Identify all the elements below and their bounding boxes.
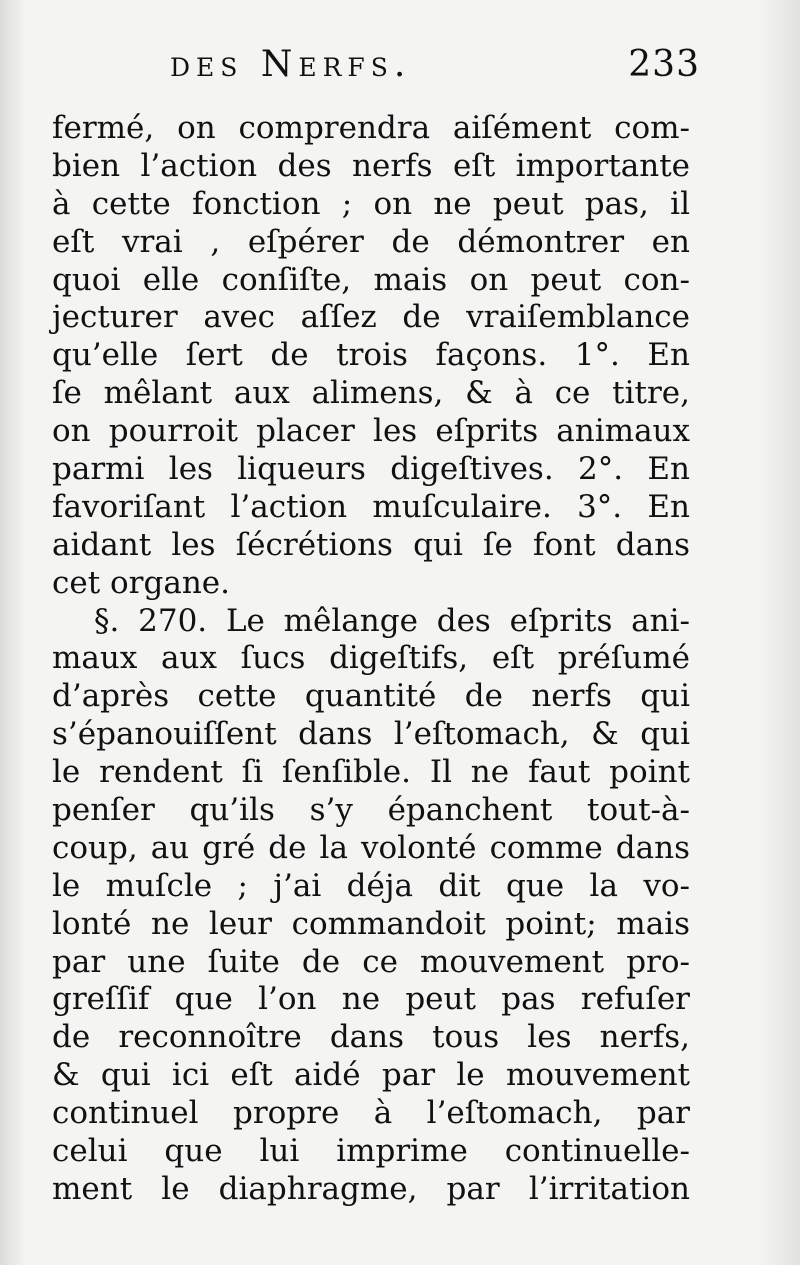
text-line: continuel propre à l’eſtomach, par (52, 1095, 690, 1132)
text-line: penſer qu’ils s’y épanchent tout-à- (52, 792, 690, 829)
body-text (52, 110, 690, 1209)
text-line: on pourroit placer les eſprits animaux (52, 413, 690, 450)
text-line: aidant les ſécrétions qui ſe font dans (52, 526, 690, 563)
text-line: d’après cette quantité de nerfs qui (52, 678, 690, 715)
text-line: qu’elle ſert de trois façons. 1°. En (52, 337, 690, 374)
text-line: eſt vrai , eſpérer de démontrer en (52, 223, 690, 260)
text-line: le rendent ſi ſenſible. Il ne faut point (52, 754, 690, 791)
section-270-first-line: §. 270. Le mêlange des eſprits ani- (94, 602, 690, 639)
text-line: parmi les liqueurs digeſtives. 2°. En (52, 451, 690, 488)
paragraph-end-line: cet organe. (52, 564, 230, 601)
text-line: bien l’action des nerfs eſt importante (52, 147, 690, 184)
text-line: quoi elle conſiſte, mais on peut con- (52, 261, 690, 298)
text-line: le muſcle ; j’ai déja dit que la vo- (52, 867, 690, 904)
text-line: jecturer avec aſſez de vraiſemblance (52, 299, 690, 336)
running-head (170, 44, 700, 94)
text-line: par une ſuite de ce mouvement pro- (52, 943, 690, 980)
running-title: des Nerfs. (170, 44, 412, 85)
text-line: de reconnoître dans tous les nerfs, (52, 1019, 690, 1056)
text-line: lonté ne leur commandoit point; mais (52, 905, 690, 942)
text-line: à cette fonction ; on ne peut pas, il (52, 185, 690, 222)
text-line: s’épanouiſſent dans l’eſtomach, & qui (52, 716, 690, 753)
text-line: fermé, on comprendra aiſément com- (52, 110, 690, 146)
text-line: favoriſant l’action muſculaire. 3°. En (52, 488, 690, 525)
text-line: ment le diaphragme, par l’irritation (52, 1170, 690, 1207)
text-line: greſſif que l’on ne peut pas refuſer (52, 981, 690, 1018)
text-line: coup, au gré de la volonté comme dans (52, 829, 690, 866)
text-line: maux aux ſucs digeſtifs, eſt préſumé (52, 640, 690, 677)
text-line: & qui ici eſt aidé par le mouvement (52, 1057, 690, 1094)
text-line: celui que lui imprime continuelle- (52, 1133, 690, 1170)
page-number: 233 (628, 44, 700, 85)
text-line: ſe mêlant aux alimens, & à ce titre, (52, 375, 690, 412)
